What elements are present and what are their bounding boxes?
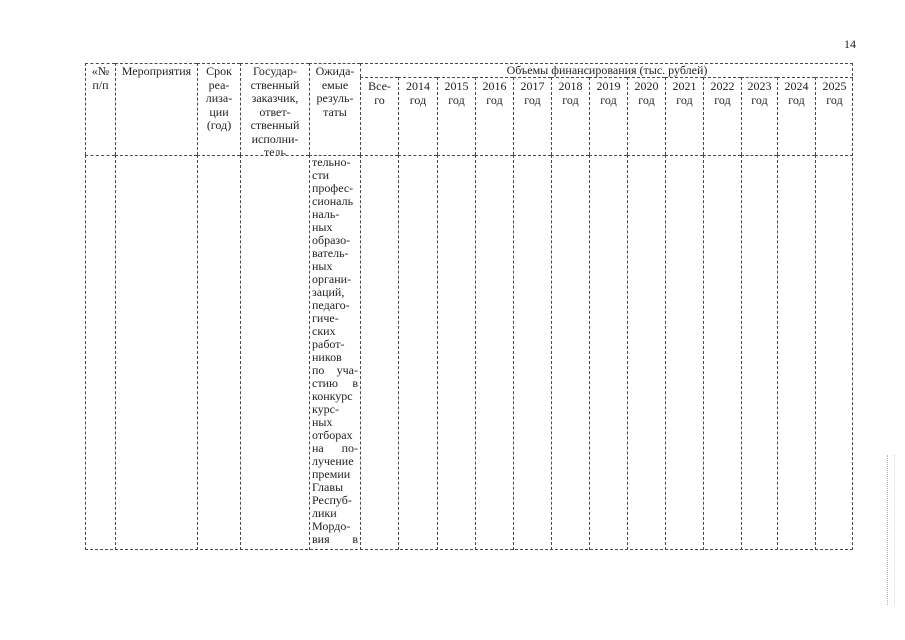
- header-text-line: ственный: [250, 118, 300, 132]
- results-text-line: курс-: [312, 402, 339, 416]
- header-text-line: Государ-: [252, 64, 298, 78]
- results-text-line: работ-: [312, 337, 345, 351]
- header-text-line: год: [600, 92, 617, 107]
- header-cell-number: [85, 63, 115, 155]
- header-cell-year-2018: [551, 77, 589, 155]
- body-cell-year-2024: [777, 155, 815, 550]
- body-cell-year-2014: [398, 155, 437, 550]
- header-cell-financing-title: Объемы финансирования (тыс. рублей): [360, 63, 853, 77]
- header-text-line: год: [676, 92, 693, 107]
- body-cell-year-2015: [437, 155, 475, 550]
- header-text-line: ственный: [250, 77, 300, 92]
- results-text-line: ных: [312, 220, 333, 234]
- header-text-line: 2019: [596, 79, 621, 93]
- results-text-line: Мордо-: [312, 519, 351, 533]
- header-text-line: 2016: [482, 79, 507, 93]
- header-text-line: год: [409, 92, 427, 107]
- financing-table: [85, 63, 853, 550]
- header-text-line: ции: [209, 104, 229, 119]
- header-text-line: Срок: [206, 64, 232, 78]
- header-cell-results: [309, 63, 360, 155]
- header-text-line: 2025: [822, 79, 847, 93]
- results-text-line: образо-: [312, 233, 351, 247]
- header-text-line: год: [638, 92, 655, 107]
- results-text-line: ных: [312, 415, 333, 429]
- header-cell-year-2025: [815, 77, 853, 155]
- header-text-line: год: [826, 92, 843, 107]
- results-text-line: ватель-: [312, 246, 349, 260]
- header-text-line: 2023: [747, 79, 772, 93]
- header-text-line: тель: [263, 145, 287, 155]
- results-text-line: ных: [312, 259, 333, 273]
- header-text-line: Мероприятия: [121, 64, 192, 78]
- header-cell-year-2014: [398, 77, 437, 155]
- results-text-line: наль-: [312, 207, 340, 221]
- header-cell-year-2022: [703, 77, 741, 155]
- body-cell-year-2022: [703, 155, 741, 550]
- header-text-line: год: [714, 92, 731, 107]
- body-cell-year-2016: [475, 155, 513, 550]
- results-text-line: тельно-: [312, 155, 351, 169]
- header-cell-customer: [240, 63, 309, 155]
- header-cell-event: [115, 63, 197, 155]
- header-text-line: Все-: [368, 79, 391, 93]
- body-cell-year-2021: [665, 155, 703, 550]
- header-text-line: год: [788, 92, 805, 107]
- header-text-line: 2014: [406, 79, 430, 93]
- header-text-line: таты: [323, 104, 347, 119]
- body-cell-results: [309, 155, 360, 550]
- header-text-line: исполни-: [251, 131, 299, 146]
- header-text-line: 2022: [710, 79, 735, 93]
- body-cell-total: [360, 155, 398, 550]
- header-text-line: лиза-: [205, 91, 233, 105]
- body-cell-year-2023: [741, 155, 777, 550]
- body-cell-year-2025: [815, 155, 853, 550]
- body-cell-number: [85, 155, 115, 550]
- body-cell-year-2020: [627, 155, 665, 550]
- header-text-line: п/п: [92, 77, 109, 92]
- results-text-line: ских: [312, 324, 336, 338]
- header-text-line: 2015: [444, 79, 469, 93]
- header-text-line: заказчик,: [251, 91, 299, 105]
- results-text-line: лучение: [312, 454, 354, 468]
- header-cell-year-2015: [437, 77, 475, 155]
- page-number: 14: [844, 37, 856, 51]
- results-text-line: конкурс: [312, 389, 353, 403]
- header-cell-year-2024: [777, 77, 815, 155]
- body-cell-customer: [240, 155, 309, 550]
- results-text-line: вия в: [312, 532, 358, 546]
- header-text-line: год: [448, 92, 465, 107]
- header-text-line: реа-: [208, 77, 230, 92]
- results-text-line: премии: [312, 467, 351, 481]
- header-text-line: год: [486, 92, 503, 107]
- results-text-line: гиче-: [312, 311, 339, 325]
- results-text-line: профес-: [312, 181, 354, 195]
- header-text-line: го: [374, 92, 385, 107]
- header-cell-term: [197, 63, 240, 155]
- body-cell-year-2019: [589, 155, 627, 550]
- results-text-line: ников: [312, 350, 342, 364]
- header-cell-year-2016: [475, 77, 513, 155]
- scan-noise: [887, 455, 895, 605]
- body-cell-year-2017: [513, 155, 551, 550]
- header-cell-year-2017: [513, 77, 551, 155]
- header-text-line: 2024: [784, 79, 809, 93]
- header-text-line: ответ-: [259, 104, 291, 119]
- body-cell-event: [115, 155, 197, 550]
- results-text-line: педаго-: [312, 298, 350, 312]
- header-cell-year-2020: [627, 77, 665, 155]
- header-text-line: Ожида-: [315, 64, 355, 78]
- results-text-line: на по-: [312, 441, 358, 455]
- header-cell-total: [360, 77, 398, 155]
- results-text-line: стию в: [312, 376, 358, 390]
- header-text-line: 2021: [672, 79, 697, 93]
- header-text-line: 2020: [634, 79, 659, 93]
- results-text-line: органи-: [312, 272, 352, 286]
- header-text-line: «№: [91, 64, 110, 78]
- header-cell-year-2023: [741, 77, 777, 155]
- header-text-line: 2017: [520, 79, 545, 93]
- header-text-line: год: [751, 92, 768, 107]
- header-text-line: емые: [321, 77, 349, 92]
- header-text-line: 2018: [558, 79, 583, 93]
- results-text-line: лики: [312, 506, 337, 520]
- body-cell-term: [197, 155, 240, 550]
- results-text-line: Главы: [312, 480, 344, 494]
- header-text-line: (год): [206, 118, 232, 132]
- results-text-line: заций,: [312, 285, 345, 299]
- results-text-line: Респуб-: [312, 493, 352, 507]
- results-text-line: сти: [312, 168, 329, 182]
- results-text-line: по уча-: [312, 363, 358, 377]
- header-cell-year-2021: [665, 77, 703, 155]
- results-text-line: сиональ: [312, 194, 354, 208]
- header-text-line: год: [524, 92, 541, 107]
- header-text-line: резуль-: [316, 91, 354, 105]
- header-cell-year-2019: [589, 77, 627, 155]
- header-text-line: год: [562, 92, 579, 107]
- results-text-line: отборах: [312, 428, 353, 442]
- body-cell-year-2018: [551, 155, 589, 550]
